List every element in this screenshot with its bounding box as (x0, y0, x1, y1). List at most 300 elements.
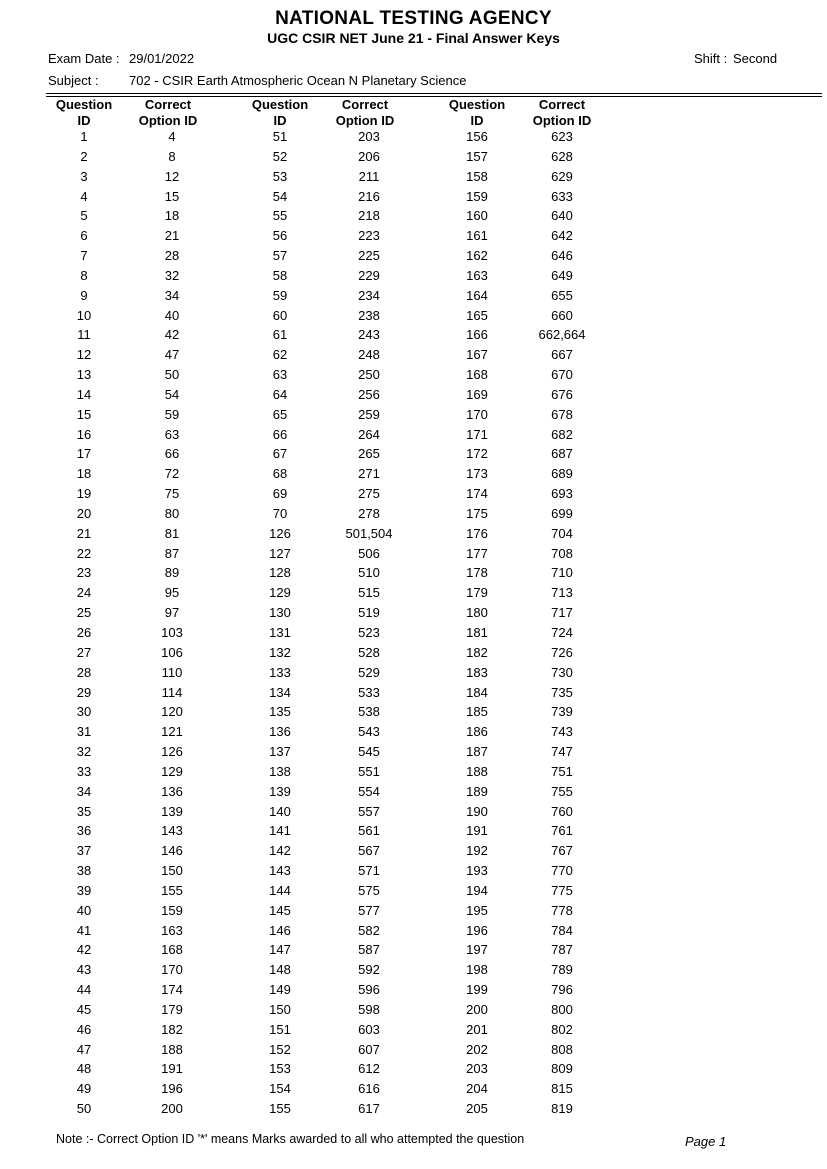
question-id-cell: 149 (269, 982, 291, 998)
question-id-cell: 53 (272, 168, 288, 184)
correct-option-cell: 89 (164, 565, 180, 581)
question-id-cell: 60 (272, 307, 288, 323)
question-id-cell: 178 (466, 565, 488, 581)
correct-option-cell: 120 (161, 704, 183, 720)
question-id-cell: 152 (269, 1041, 291, 1057)
question-id-cell: 192 (466, 843, 488, 859)
correct-option-cell: 660 (551, 307, 573, 323)
question-id-cell: 62 (272, 347, 288, 363)
question-id-cell: 147 (269, 942, 291, 958)
question-id-cell: 137 (269, 744, 291, 760)
correct-option-cell: 704 (551, 525, 573, 541)
correct-option-cell: 529 (358, 664, 380, 680)
question-id-cell: 47 (76, 1041, 92, 1057)
correct-option-cell: 32 (164, 267, 180, 283)
correct-option-cell: 150 (161, 863, 183, 879)
correct-option-cell: 265 (358, 446, 380, 462)
question-id-cell: 29 (76, 684, 92, 700)
correct-option-cell: 538 (358, 704, 380, 720)
question-id-cell: 59 (272, 287, 288, 303)
question-id-cell: 8 (80, 267, 88, 283)
subject-label: Subject : (48, 73, 99, 88)
shift-label: Shift : (694, 51, 728, 66)
correct-option-cell: 12 (164, 168, 180, 184)
correct-option-cell: 34 (164, 287, 180, 303)
correct-option-cell: 275 (358, 486, 380, 502)
correct-option-cell: 582 (358, 922, 380, 938)
correct-option-cell: 506 (358, 545, 380, 561)
question-id-cell: 170 (466, 406, 488, 422)
correct-option-cell: 717 (551, 605, 573, 621)
question-id-cell: 44 (76, 982, 92, 998)
correct-option-cell: 751 (551, 763, 573, 779)
question-id-cell: 51 (272, 129, 288, 144)
correct-option-cell: 4 (168, 129, 176, 144)
correct-option-cell: 146 (161, 843, 183, 859)
correct-option-cell: 28 (164, 248, 180, 264)
correct-option-cell: 182 (161, 1021, 183, 1037)
question-id-cell: 134 (269, 684, 291, 700)
correct-option-cell: 682 (551, 426, 573, 442)
question-id-cell: 145 (269, 902, 291, 918)
question-id-cell: 64 (272, 386, 288, 402)
question-id-cell: 57 (272, 248, 288, 264)
correct-option-cell: 761 (551, 823, 573, 839)
question-id-cell: 162 (466, 248, 488, 264)
question-id-cell: 182 (466, 644, 488, 660)
correct-option-cell: 789 (551, 962, 573, 978)
question-id-cell: 31 (76, 724, 92, 740)
correct-option-cell: 139 (161, 803, 183, 819)
correct-option-cell: 739 (551, 704, 573, 720)
correct-option-cell: 708 (551, 545, 573, 561)
question-id-cell: 43 (76, 962, 92, 978)
correct-option-cell: 726 (551, 644, 573, 660)
question-id-cell: 135 (269, 704, 291, 720)
correct-option-cell: 561 (358, 823, 380, 839)
question-id-cell: 169 (466, 386, 488, 402)
question-id-cell: 52 (272, 148, 288, 164)
correct-option-cell: 730 (551, 664, 573, 680)
question-id-cell: 168 (466, 367, 488, 383)
correct-option-cell: 63 (164, 426, 180, 442)
correct-option-cell: 787 (551, 942, 573, 958)
correct-option-cell: 603 (358, 1021, 380, 1037)
question-id-cell: 196 (466, 922, 488, 938)
shift-value: Second (733, 51, 778, 66)
question-id-cell: 68 (272, 466, 288, 482)
correct-option-cell: 693 (551, 486, 573, 502)
correct-option-cell: 743 (551, 724, 573, 740)
question-id-cell: 159 (466, 188, 488, 204)
question-id-cell: 34 (76, 783, 92, 799)
question-id-cell: 3 (80, 168, 88, 184)
correct-option-cell: 667 (551, 347, 573, 363)
correct-option-cell: 103 (161, 625, 183, 640)
question-id-cell: 45 (76, 1001, 92, 1017)
header-rule-top (46, 93, 822, 94)
question-id-cell: 140 (269, 803, 291, 819)
question-id-cell: 19 (76, 486, 92, 502)
correct-option-cell: 770 (551, 863, 573, 879)
question-id-cell: 54 (272, 188, 288, 204)
exam-title: UGC CSIR NET June 21 - Final Answer Keys (267, 30, 560, 46)
correct-option-cell: 612 (358, 1061, 380, 1077)
correct-option-cell: 543 (358, 724, 380, 740)
correct-option-cell: 633 (551, 188, 573, 204)
correct-option-cell: 200 (161, 1101, 183, 1117)
question-id-cell: 132 (269, 644, 291, 660)
question-id-cell: 33 (76, 763, 92, 779)
question-id-cell: 26 (76, 625, 92, 640)
question-id-cell: 190 (466, 803, 488, 819)
question-id-cell: 157 (466, 148, 488, 164)
question-id-cell: 185 (466, 704, 488, 720)
correct-option-cell: 188 (161, 1041, 183, 1057)
question-id-cell: 199 (466, 982, 488, 998)
question-id-cell: 37 (76, 843, 92, 859)
correct-option-cell: 640 (551, 208, 573, 224)
correct-option-cell: 554 (358, 783, 380, 799)
correct-option-cell: 617 (358, 1101, 380, 1117)
question-id-cell: 203 (466, 1061, 488, 1077)
question-id-cell: 20 (76, 505, 92, 521)
question-id-cell: 189 (466, 783, 488, 799)
correct-option-cell: 551 (358, 763, 380, 779)
question-id-cell: 187 (466, 744, 488, 760)
correct-option-cell: 655 (551, 287, 573, 303)
question-id-cell: 139 (269, 783, 291, 799)
correct-option-cell: 136 (161, 783, 183, 799)
question-id-cell: 180 (466, 605, 488, 621)
correct-option-cell: 278 (358, 505, 380, 521)
correct-option-cell: 225 (358, 248, 380, 264)
correct-option-cell: 72 (164, 466, 180, 482)
correct-option-cell: 649 (551, 267, 573, 283)
question-id-cell: 70 (272, 505, 288, 521)
question-id-cell: 136 (269, 724, 291, 740)
correct-option-cell: 50 (164, 367, 180, 383)
question-id-cell: 14 (76, 386, 92, 402)
question-id-cell: 155 (269, 1101, 291, 1117)
question-id-cell: 16 (76, 426, 92, 442)
question-id-cell: 144 (269, 882, 291, 898)
correct-option-cell: 229 (358, 267, 380, 283)
correct-option-cell: 18 (164, 208, 180, 224)
question-id-cell: 191 (466, 823, 488, 839)
question-id-cell: 158 (466, 168, 488, 184)
correct-option-cell: 628 (551, 148, 573, 164)
question-id-cell: 186 (466, 724, 488, 740)
correct-option-cell: 15 (164, 188, 180, 204)
correct-option-cell: 159 (161, 902, 183, 918)
correct-option-cell: 596 (358, 982, 380, 998)
correct-option-cell: 206 (358, 148, 380, 164)
correct-option-cell: 203 (358, 129, 380, 144)
column-header-question: Question ID (448, 97, 506, 128)
question-id-cell: 17 (76, 446, 92, 462)
question-id-cell: 167 (466, 347, 488, 363)
question-id-cell: 171 (466, 426, 488, 442)
question-id-cell: 24 (76, 585, 92, 601)
correct-option-cell: 760 (551, 803, 573, 819)
correct-option-cell: 510 (358, 565, 380, 581)
correct-option-cell: 114 (161, 684, 183, 700)
question-id-cell: 164 (466, 287, 488, 303)
correct-option-cell: 126 (161, 744, 183, 760)
question-id-cell: 42 (76, 942, 92, 958)
question-id-cell: 172 (466, 446, 488, 462)
question-id-cell: 56 (272, 228, 288, 244)
correct-option-cell: 678 (551, 406, 573, 422)
correct-option-cell: 616 (358, 1081, 380, 1097)
correct-option-cell: 155 (161, 882, 183, 898)
correct-option-cell: 809 (551, 1061, 573, 1077)
question-id-cell: 65 (272, 406, 288, 422)
correct-option-cell: 170 (161, 962, 183, 978)
question-id-cell: 2 (80, 148, 88, 164)
question-id-cell: 173 (466, 466, 488, 482)
question-id-cell: 13 (76, 367, 92, 383)
correct-option-cell: 775 (551, 882, 573, 898)
correct-option-cell: 259 (358, 406, 380, 422)
correct-option-cell: 218 (358, 208, 380, 224)
correct-option-cell: 121 (161, 724, 183, 740)
question-id-cell: 142 (269, 843, 291, 859)
question-id-cell: 12 (76, 347, 92, 363)
correct-option-cell: 59 (164, 406, 180, 422)
question-id-cell: 153 (269, 1061, 291, 1077)
correct-option-cell: 40 (164, 307, 180, 323)
question-id-cell: 150 (269, 1001, 291, 1017)
question-id-cell: 166 (466, 327, 488, 343)
correct-option-cell: 80 (164, 505, 180, 521)
correct-option-cell: 66 (164, 446, 180, 462)
correct-option-cell: 211 (358, 168, 380, 184)
correct-option-cell: 808 (551, 1041, 573, 1057)
correct-option-cell: 670 (551, 367, 573, 383)
question-id-cell: 50 (76, 1101, 92, 1117)
correct-option-cell: 179 (161, 1001, 183, 1017)
correct-option-cell: 519 (358, 605, 380, 621)
correct-option-cell: 587 (358, 942, 380, 958)
question-id-cell: 35 (76, 803, 92, 819)
correct-option-cell: 629 (551, 168, 573, 184)
question-id-cell: 27 (76, 644, 92, 660)
correct-option-cell: 97 (164, 605, 180, 621)
correct-option-cell: 784 (551, 922, 573, 938)
exam-date: 29/01/2022 (129, 51, 195, 66)
correct-option-cell: 168 (161, 942, 183, 958)
correct-option-cell: 676 (551, 386, 573, 402)
correct-option-cell: 54 (164, 386, 180, 402)
question-id-cell: 160 (466, 208, 488, 224)
question-id-cell: 176 (466, 525, 488, 541)
correct-option-cell: 607 (358, 1041, 380, 1057)
correct-option-cell: 163 (161, 922, 183, 938)
question-id-cell: 15 (76, 406, 92, 422)
question-id-cell: 143 (269, 863, 291, 879)
question-id-cell: 197 (466, 942, 488, 958)
correct-option-cell: 557 (358, 803, 380, 819)
correct-option-cell: 646 (551, 248, 573, 264)
question-id-cell: 1 (80, 129, 88, 144)
column-header-answer: Correct Option ID (335, 97, 395, 128)
question-id-cell: 18 (76, 466, 92, 482)
correct-option-cell: 515 (358, 585, 380, 601)
correct-option-cell: 575 (358, 882, 380, 898)
question-id-cell: 200 (466, 1001, 488, 1017)
question-id-cell: 129 (269, 585, 291, 601)
question-id-cell: 194 (466, 882, 488, 898)
correct-option-cell: 8 (168, 148, 176, 164)
question-id-cell: 156 (466, 129, 488, 144)
question-id-cell: 205 (466, 1101, 488, 1117)
correct-option-cell: 243 (358, 327, 380, 343)
question-id-cell: 25 (76, 605, 92, 621)
question-id-cell: 195 (466, 902, 488, 918)
question-id-cell: 175 (466, 505, 488, 521)
correct-option-cell: 143 (161, 823, 183, 839)
correct-option-cell: 747 (551, 744, 573, 760)
correct-option-cell: 699 (551, 505, 573, 521)
correct-option-cell: 662,664 (538, 327, 586, 343)
question-id-cell: 21 (76, 525, 92, 541)
correct-option-cell: 687 (551, 446, 573, 462)
correct-option-cell: 577 (358, 902, 380, 918)
column-header-question: Question ID (55, 97, 113, 128)
correct-option-cell: 592 (358, 962, 380, 978)
question-id-cell: 49 (76, 1081, 92, 1097)
correct-option-cell: 238 (358, 307, 380, 323)
correct-option-cell: 800 (551, 1001, 573, 1017)
correct-option-cell: 523 (358, 625, 380, 640)
question-id-cell: 67 (272, 446, 288, 462)
question-id-cell: 48 (76, 1061, 92, 1077)
question-id-cell: 40 (76, 902, 92, 918)
correct-option-cell: 81 (164, 525, 180, 541)
question-id-cell: 36 (76, 823, 92, 839)
correct-option-cell: 95 (164, 585, 180, 601)
correct-option-cell: 767 (551, 843, 573, 859)
question-id-cell: 148 (269, 962, 291, 978)
question-id-cell: 165 (466, 307, 488, 323)
question-id-cell: 55 (272, 208, 288, 224)
correct-option-cell: 567 (358, 843, 380, 859)
correct-option-cell: 815 (551, 1081, 573, 1097)
question-id-cell: 5 (80, 208, 88, 224)
subject-value: 702 - CSIR Earth Atmospheric Ocean N Planetary Science (129, 73, 467, 88)
question-id-cell: 154 (269, 1081, 291, 1097)
correct-option-cell: 106 (161, 644, 183, 660)
question-id-cell: 163 (466, 267, 488, 283)
correct-option-cell: 598 (358, 1001, 380, 1017)
question-id-cell: 204 (466, 1081, 488, 1097)
correct-option-cell: 796 (551, 982, 573, 998)
question-id-cell: 63 (272, 367, 288, 383)
correct-option-cell: 250 (358, 367, 380, 383)
question-id-cell: 126 (269, 525, 291, 541)
correct-option-cell: 256 (358, 386, 380, 402)
correct-option-cell: 802 (551, 1021, 573, 1037)
question-id-cell: 9 (80, 287, 88, 303)
question-id-cell: 38 (76, 863, 92, 879)
question-id-cell: 6 (80, 228, 88, 244)
question-id-cell: 141 (269, 823, 291, 839)
correct-option-cell: 248 (358, 347, 380, 363)
question-id-cell: 201 (466, 1021, 488, 1037)
correct-option-cell: 271 (358, 466, 380, 482)
correct-option-cell: 21 (164, 228, 180, 244)
correct-option-cell: 545 (358, 744, 380, 760)
question-id-cell: 184 (466, 684, 488, 700)
question-id-cell: 10 (76, 307, 92, 323)
correct-option-cell: 689 (551, 466, 573, 482)
correct-option-cell: 528 (358, 644, 380, 660)
question-id-cell: 202 (466, 1041, 488, 1057)
correct-option-cell: 174 (161, 982, 183, 998)
correct-option-cell: 216 (358, 188, 380, 204)
question-id-cell: 188 (466, 763, 488, 779)
question-id-cell: 32 (76, 744, 92, 760)
question-id-cell: 161 (466, 228, 488, 244)
question-id-cell: 30 (76, 704, 92, 720)
correct-option-cell: 724 (551, 625, 573, 640)
column-header-question: Question ID (251, 97, 309, 128)
question-id-cell: 66 (272, 426, 288, 442)
correct-option-cell: 196 (161, 1081, 183, 1097)
correct-option-cell: 778 (551, 902, 573, 918)
correct-option-cell: 223 (358, 228, 380, 244)
column-header-answer: Correct Option ID (532, 97, 592, 128)
question-id-cell: 127 (269, 545, 291, 561)
question-id-cell: 198 (466, 962, 488, 978)
correct-option-cell: 501,504 (345, 525, 393, 541)
question-id-cell: 128 (269, 565, 291, 581)
correct-option-cell: 819 (551, 1101, 573, 1117)
correct-option-cell: 642 (551, 228, 573, 244)
question-id-cell: 151 (269, 1021, 291, 1037)
question-id-cell: 131 (269, 625, 291, 640)
correct-option-cell: 75 (164, 486, 180, 502)
correct-option-cell: 755 (551, 783, 573, 799)
question-id-cell: 138 (269, 763, 291, 779)
correct-option-cell: 713 (551, 585, 573, 601)
question-id-cell: 4 (80, 188, 88, 204)
agency-title: NATIONAL TESTING AGENCY (275, 8, 552, 29)
correct-option-cell: 110 (161, 664, 183, 680)
correct-option-cell: 87 (164, 545, 180, 561)
question-id-cell: 133 (269, 664, 291, 680)
question-id-cell: 11 (77, 327, 91, 343)
question-id-cell: 183 (466, 664, 488, 680)
correct-option-cell: 735 (551, 684, 573, 700)
question-id-cell: 177 (466, 545, 488, 561)
footer-note: Note :- Correct Option ID '*' means Marks awarded to all who attempted the question (56, 1132, 525, 1146)
question-id-cell: 130 (269, 605, 291, 621)
question-id-cell: 174 (466, 486, 488, 502)
correct-option-cell: 623 (551, 129, 573, 144)
question-id-cell: 46 (76, 1021, 92, 1037)
question-id-cell: 39 (76, 882, 92, 898)
correct-option-cell: 234 (358, 287, 380, 303)
correct-option-cell: 129 (161, 763, 183, 779)
question-id-cell: 41 (76, 922, 92, 938)
correct-option-cell: 264 (358, 426, 380, 442)
question-id-cell: 181 (466, 625, 488, 640)
column-header-answer: Correct Option ID (138, 97, 198, 128)
question-id-cell: 69 (272, 486, 288, 502)
